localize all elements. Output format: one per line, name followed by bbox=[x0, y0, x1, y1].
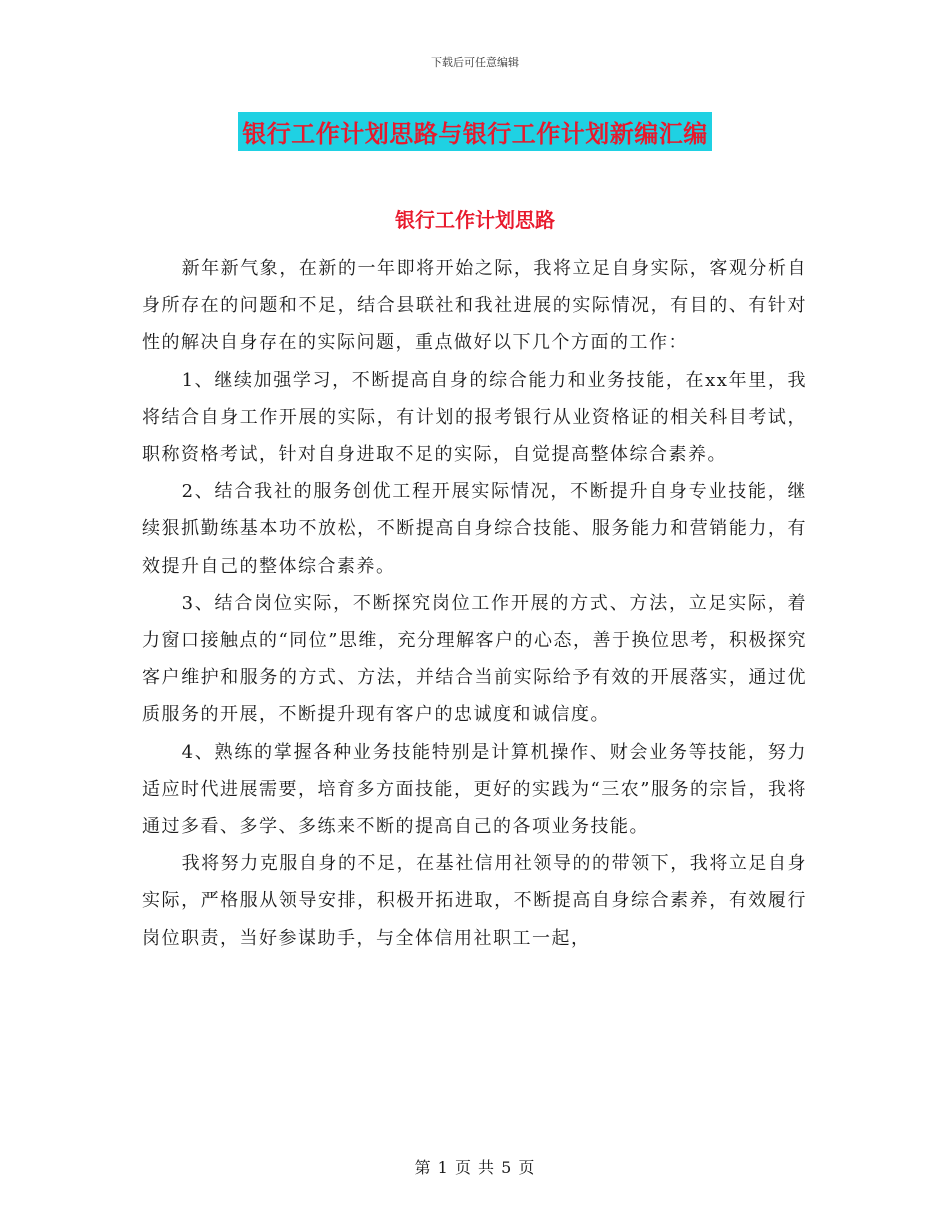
document-title bbox=[0, 112, 950, 151]
paragraph-item-2: 2、结合我社的服务创优工程开展实际情况，不断提升自身专业技能，继续狠抓勤练基本功不放松，不断提高自身综合技能、服务能力和营销能力，有效提升自己的整体综合素养。 bbox=[142, 481, 807, 577]
paragraph-intro: 新年新气象，在新的一年即将开始之际，我将立足自身实际，客观分析自身所存在的问题和不足，结合县联社和我社进展的实际情况，有目的、有针对性的解决自身存在的实际问题，重点做好以下几个方面的工作： bbox=[142, 258, 807, 354]
section-title: 银行工作计划思路 bbox=[395, 208, 555, 232]
document-body bbox=[142, 250, 807, 957]
paragraph-item-4: 4、熟练的掌握各种业务技能特别是计算机操作、财会业务等技能，努力适应时代进展需要，培育多方面技能，更好的实践为“三农”服务的宗旨，我将通过多看、多学、多练来不断的提高自己的各项业务技能。 bbox=[142, 741, 807, 838]
paragraph-item-3: 3、结合岗位实际，不断探究岗位工作开展的方式、方法，立足实际，着力窗口接触点的“同位”思维，充分理解客户的心态，善于换位思考，积极探究客户维护和服务的方式、方法，并结合当前实际给予有效的开展落实，通过优质服务的开展，不断提升现有客户的忠诚度和诚信度。 bbox=[142, 592, 807, 726]
header-note: 下载后可任意编辑 bbox=[431, 56, 519, 69]
page-footer: 第 1 页 共 5 页 bbox=[414, 1158, 536, 1177]
paragraph-item-1: 1、继续加强学习，不断提高自身的综合能力和业务技能，在xx年里，我将结合自身工作开展的实际，有计划的报考银行从业资格证的相关科目考试，职称资格考试，针对自身进取不足的实际，自觉提高整体综合素养。 bbox=[142, 369, 807, 466]
paragraph-closing: 我将努力克服自身的不足，在基社信用社领导的的带领下，我将立足自身实际，严格服从领导安排，积极开拓进取，不断提高自身综合素养，有效履行岗位职责，当好参谋助手，与全体信用社职工一起， bbox=[142, 853, 807, 949]
document-title-text: 银行工作计划思路与银行工作计划新编汇编 bbox=[238, 112, 712, 151]
